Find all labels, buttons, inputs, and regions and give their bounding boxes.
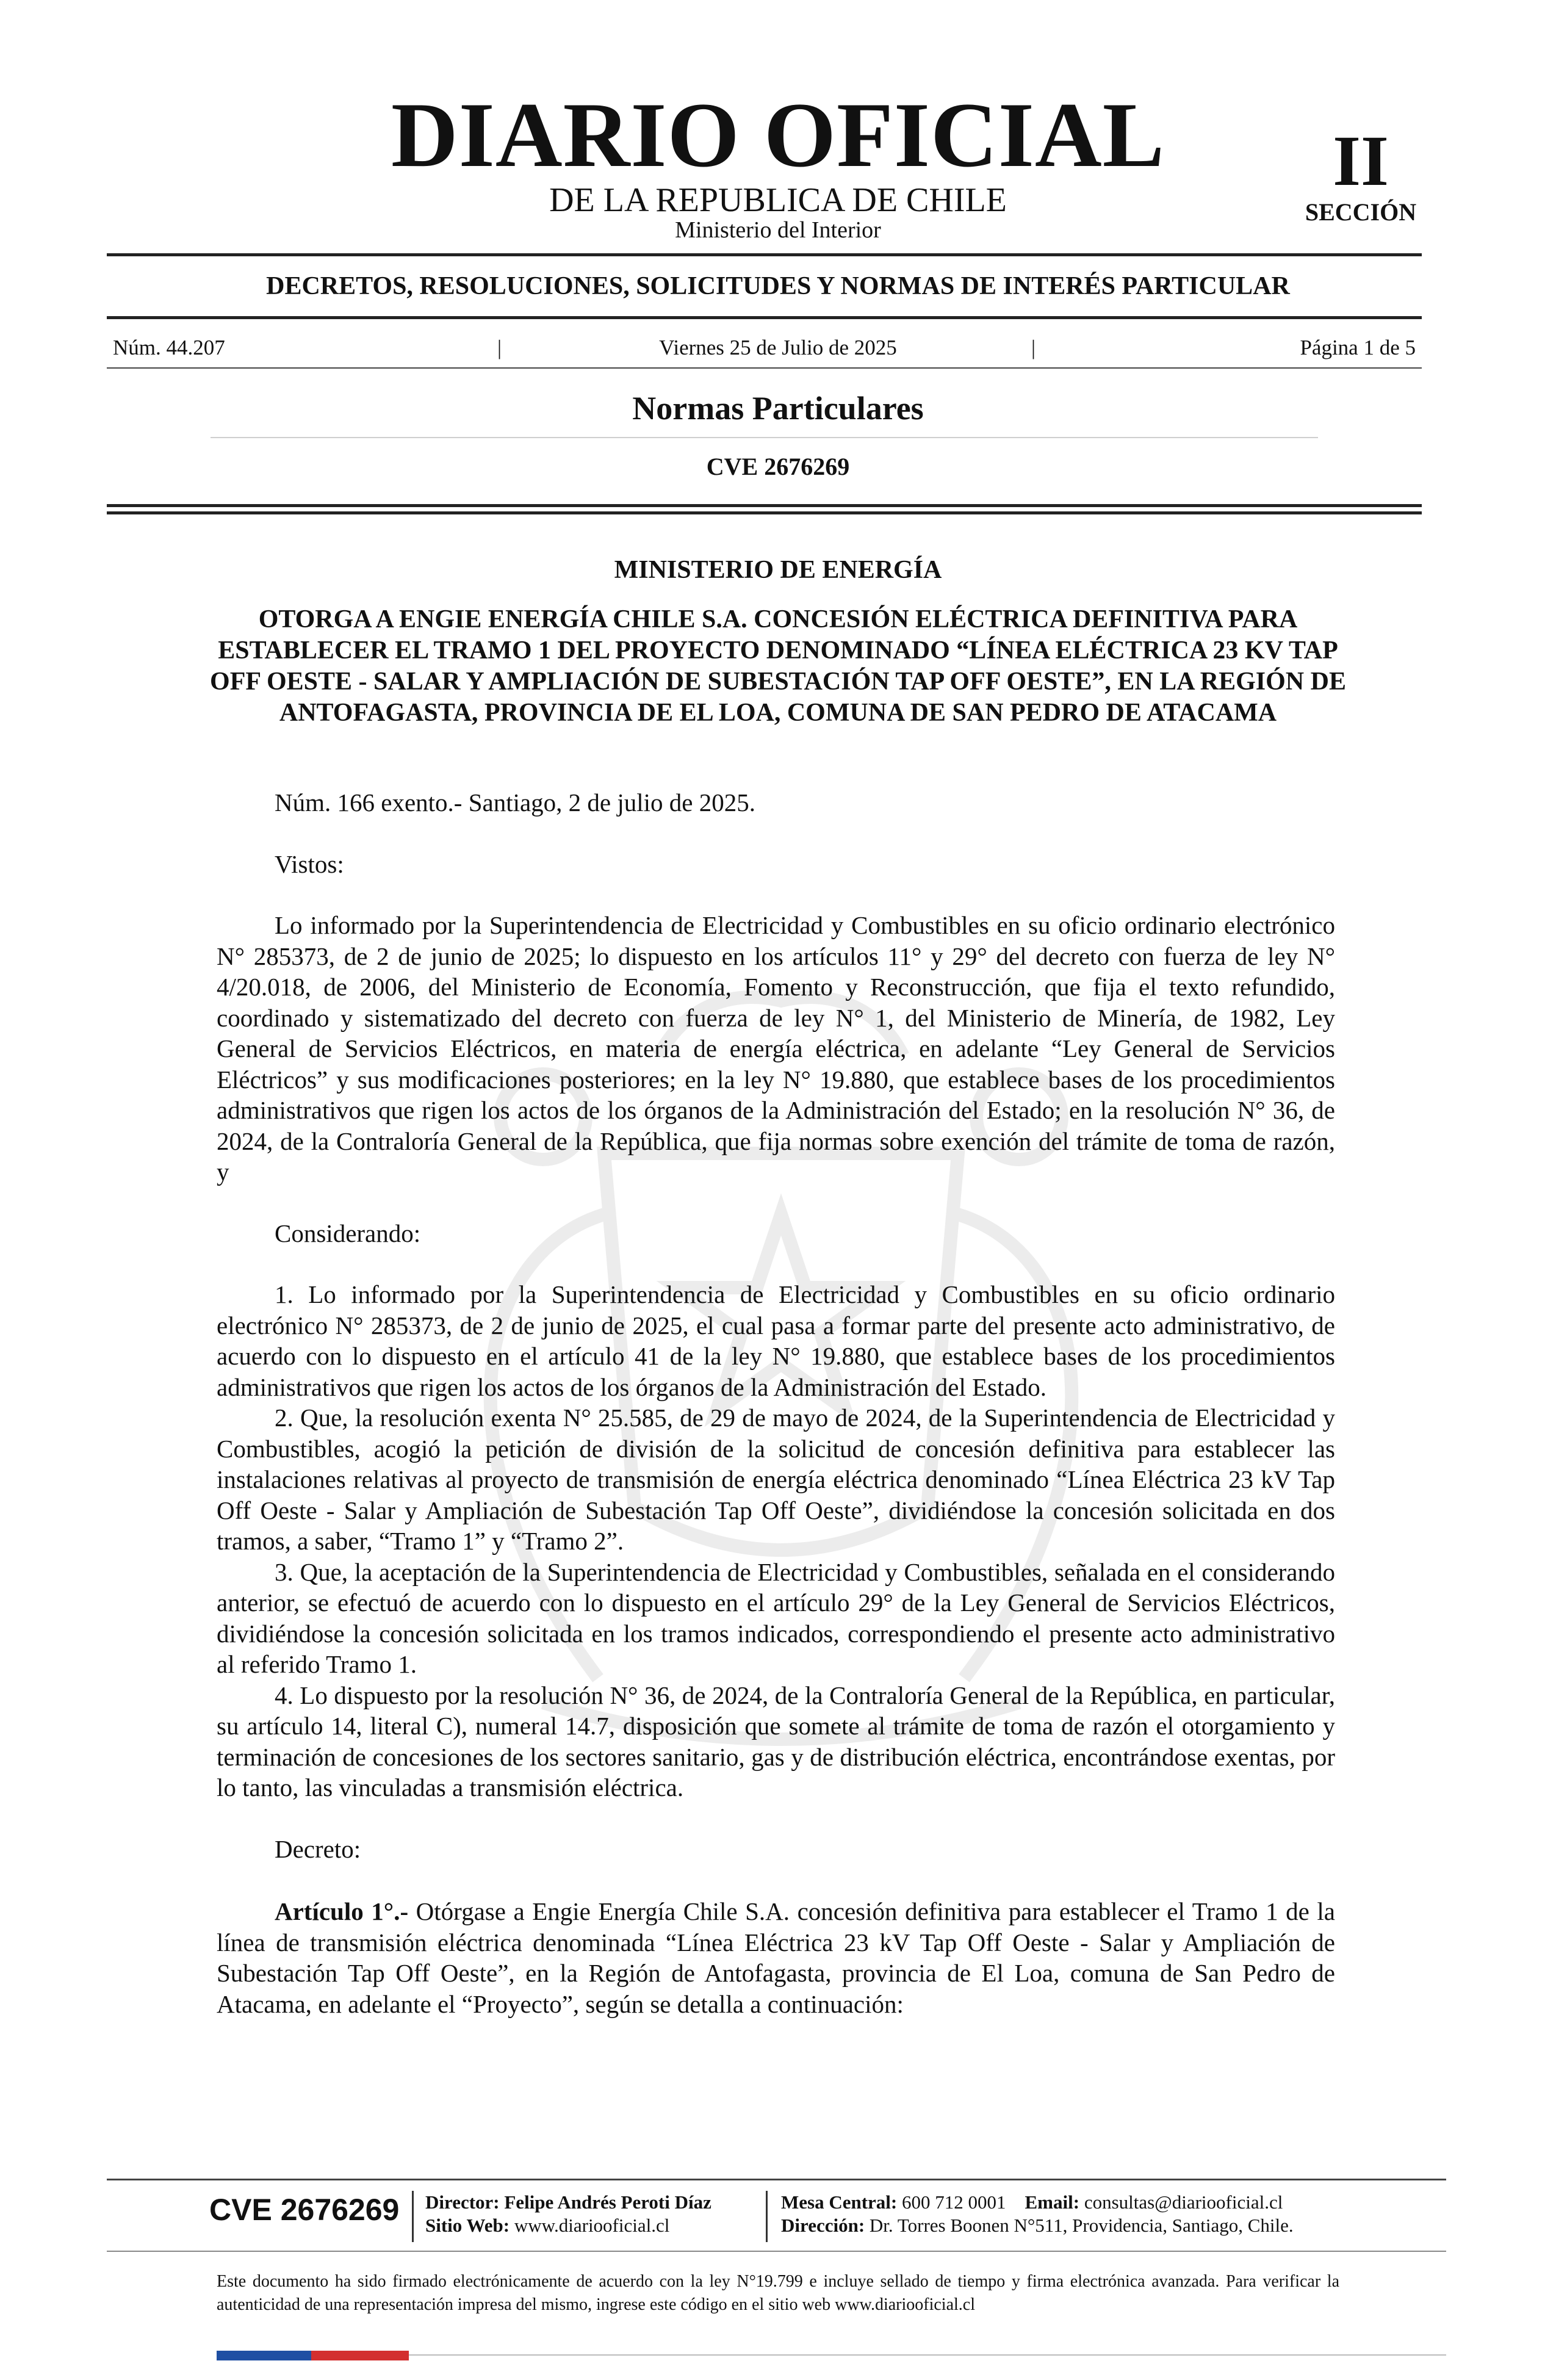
considerando-label: Considerando: [275, 1219, 421, 1247]
category-heading: DECRETOS, RESOLUCIONES, SOLICITUDES Y NORMAS DE INTERÉS PARTICULAR [266, 272, 1290, 300]
footer-rule-middle [107, 2251, 1446, 2252]
double-rule-1 [107, 504, 1422, 507]
vistos-label: Vistos: [275, 849, 344, 878]
footer-cve-code: CVE 2676269 [209, 2193, 400, 2227]
decree-number: Núm. 166 exento.- Santiago, 2 de julio de 2025. [275, 788, 755, 817]
section-label: SECCIÓN [1305, 198, 1417, 226]
website-label: Sitio Web: [425, 2215, 510, 2236]
footer-contact-block [781, 2191, 1294, 2237]
masthead-title: DIARIO OFICIAL [391, 84, 1165, 186]
flag-stripe-blue [217, 2351, 311, 2360]
double-rule-2 [107, 511, 1422, 514]
address-value: Dr. Torres Boonen N°511, Providencia, Santiago, Chile. [869, 2215, 1294, 2236]
issue-date: Viernes 25 de Julio de 2025 [659, 336, 897, 359]
footer-director-block [425, 2191, 711, 2237]
section-rule [211, 437, 1318, 438]
footer-divider [766, 2191, 768, 2242]
ministry-heading: MINISTERIO DE ENERGÍA [614, 556, 942, 584]
considerando-item: 4. Lo dispuesto por la resolución N° 36, de 2024, de la Contraloría General de la República, en particular, su artículo 14, literal C), numeral 14.7, disposición que somete al trámite de toma de razón el otorgamiento y terminación de concesiones de los sectores sanitario, gas y de distribución eléctrica, encontrándose exentas, por lo tanto, las vinculadas a transmisión eléctrica. [217, 1681, 1335, 1801]
info-separator: | [497, 336, 502, 359]
vistos-text: Lo informado por la Superintendencia de Electricidad y Combustibles en su oficio ordinario electrónico N° 285373, de 2 de junio de 2025; lo dispuesto en los artículos 11° y 29° del decreto con fuerza de ley N° 4/20.018, de 2006, del Ministerio de Economía, Fomento y Reconstrucción, que fija el texto refundido, coordinado y sistematizado del decreto con fuerza de ley N° 1, del Ministerio de Minería, de 1982, Ley General de Servicios Eléctricos, en materia de energía eléctrica, en adelante “Ley General de Servicios Eléctricos” y sus modificaciones posteriores; en la ley N° 19.880, que establece bases de los procedimientos administrativos que rigen los actos de los órganos de la Administración del Estado; en la resolución N° 36, de 2024, de la Contraloría General de la República, que fija normas sobre exención del trámite de toma de razón, y [217, 911, 1335, 1186]
section-number: II [1333, 121, 1389, 201]
director-label: Director: [425, 2191, 500, 2213]
article-1-text: Otórgase a Engie Energía Chile S.A. concesión definitiva para establecer el Tramo 1 de la línea de transmisión eléctrica denominada “Línea Eléctrica 23 kV Tap Off Oeste - Salar y Ampliación de Subestación Tap Off Oeste”, en la Región de Antofagasta, provincia de El Loa, comuna de San Pedro de Atacama, en adelante el “Proyecto”, según se detalla a continuación: [217, 1897, 1335, 2018]
cve-code: CVE 2676269 [706, 453, 850, 480]
phone-label: Mesa Central: [781, 2191, 898, 2213]
article-1-label: Artículo 1°.- [275, 1897, 409, 1925]
considerando-item: 3. Que, la aceptación de la Superintendencia de Electricidad y Combustibles, señalada en el considerando anterior, se efectuó de acuerdo con lo dispuesto en el artículo 29° de la Ley General de Servicios Eléctricos, dividiéndose la concesión solicitada en los tramos indicados, correspondiendo el presente acto administrativo al referido Tramo 1. [217, 1557, 1335, 1678]
considerando-item: 2. Que, la resolución exenta N° 25.585, de 29 de mayo de 2024, de la Superintendencia de Electricidad y Combustibles, acogió la petición de división de la solicitud de concesión definitiva para establecer las instalaciones relativas al proyecto de transmisión de energía eléctrica denominado “Línea Eléctrica 23 kV Tap Off Oeste - Salar y Ampliación de Subestación Tap Off Oeste”, dividiéndose la concesión solicitada en dos tramos, a saber, “Tramo 1” y “Tramo 2”. [217, 1404, 1335, 1555]
footer-rule-top [107, 2179, 1446, 2180]
email-label: Email: [1025, 2191, 1080, 2213]
decreto-label: Decreto: [275, 1834, 361, 1863]
article-1 [217, 1896, 1335, 2019]
decree-title: OTORGA A ENGIE ENERGÍA CHILE S.A. CONCESIÓN ELÉCTRICA DEFINITIVA PARA ESTABLECER EL TRAMO 1 DEL PROYECTO DENOMINADO “LÍNEA ELÉCTRICA 23 KV TAP OFF OESTE - SALAR Y AMPLIACIÓN DE SUBESTACIÓN TAP OFF OESTE”, EN LA REGIÓN DE ANTOFAGASTA, PROVINCIA DE EL LOA, COMUNA DE SAN PEDRO DE ATACAMA [210, 605, 1346, 727]
info-rule [107, 367, 1422, 369]
page-indicator: Página 1 de 5 [1300, 336, 1416, 359]
phone-value: 600 712 0001 [902, 2191, 1006, 2213]
email-link[interactable]: consultas@diariooficial.cl [1084, 2191, 1283, 2213]
flag-stripe-line [409, 2354, 1446, 2356]
section-title: Normas Particulares [632, 390, 924, 427]
flag-stripe-red [311, 2351, 409, 2360]
considerando-item: 1. Lo informado por la Superintendencia de Electricidad y Combustibles en su oficio ordinario electrónico N° 285373, de 2 de junio de 2025, el cual pasa a formar parte del presente acto administrativo, de acuerdo con lo dispuesto en el artículo 41 de la ley N° 19.880, que establece bases de los procedimientos administrativos que rigen los actos de los órganos de la Administración del Estado. [217, 1280, 1335, 1401]
masthead-ministry: Ministerio del Interior [675, 217, 881, 243]
document-body [217, 787, 1335, 2019]
header-rule-middle [107, 316, 1422, 319]
header-rule-top [107, 253, 1422, 256]
director-name: Felipe Andrés Peroti Díaz [504, 2191, 711, 2213]
footer-divider [412, 2191, 414, 2242]
footer-verification-note: Este documento ha sido firmado electrónicamente de acuerdo con la ley N°19.799 e incluye sellado de tiempo y firma electrónica avanzada. Para verificar la autenticidad de una representación impresa del mismo, ingrese este código en el sitio web www.diariooficial.cl [217, 2272, 1339, 2314]
info-separator: | [1031, 336, 1036, 359]
address-label: Dirección: [781, 2215, 865, 2236]
masthead-subtitle: DE LA REPUBLICA DE CHILE [549, 181, 1007, 219]
issue-number: Núm. 44.207 [113, 336, 225, 359]
website-link[interactable]: www.diariooficial.cl [514, 2215, 670, 2236]
